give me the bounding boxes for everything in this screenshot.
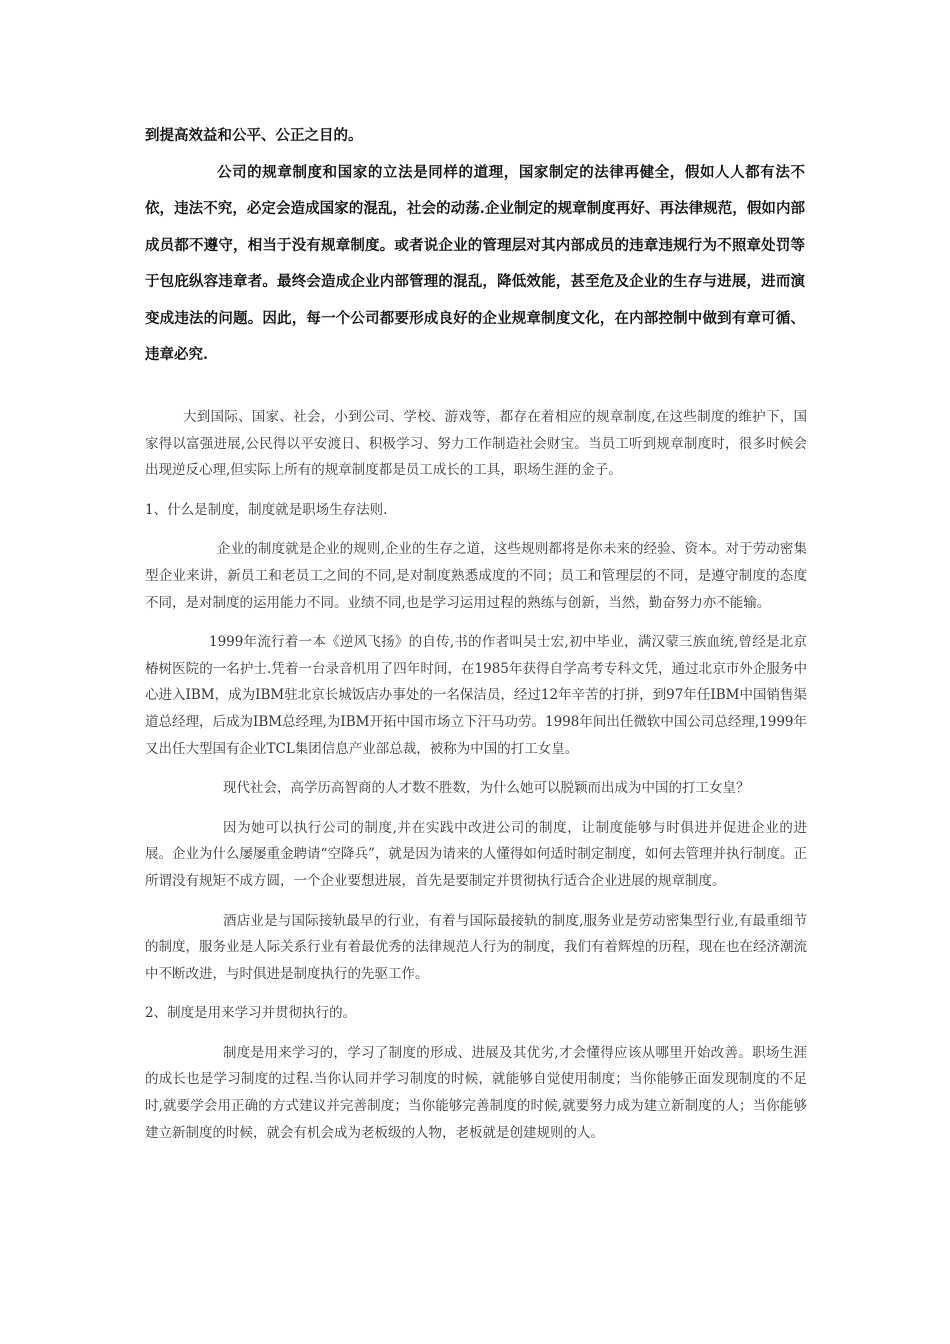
paragraph-law-analogy: 公司的规章制度和国家的立法是同样的道理，国家制定的法律再健全，假如人人都有法不依，违法不究，必定会造成国家的混乱，社会的动荡.企业制定的规章制度再好、再法律规范，假如内部成员都不遵守，相当于没有规章制度。或者说企业的管理层对其内部成员的违章违规行为不照章处罚等于包庇纵容违章者。最终会造成企业内部管理的混乱，降低效能，甚至危及企业的生存与进展，进而演变成违法的问题。因此，每一个公司都要形成良好的企业规章制度文化，在内部控制中做到有章可循、违章必究. [145, 163, 805, 363]
paragraph-learn-system: 制度是用来学习的，学习了制度的形成、进展及其优劣,才会懂得应该从哪里开始改善。职场生涯的成长也是学习制度的过程.当你认同并学习制度的时候，就能够自觉使用制度；当你能够正面发现制度的不足时,就要学会用正确的方式建议并完善制度；当你能够完善制度的时候,就要努力成为建立新制度的人；当你能够建立新制度的时候，就会有机会成为老板级的人物，老板就是创建规则的人。 [145, 1044, 807, 1141]
paragraph-company-rules: 企业的制度就是企业的规则,企业的生存之道，这些规则都将是你未来的经验、资本。对于劳动密集型企业来讲，新员工和老员工之间的不同,是对制度熟悉成度的不同；员工和管理层的不同，是遵守制度的态度不同，是对制度的运用能力不同。业绩不同,也是学习运用过程的熟练与创新，当然，勤奋努力亦不能输。 [145, 541, 807, 611]
paragraph-hotel-industry: 酒店业是与国际接轨最早的行业，有着与国际最接轨的制度,服务业是劳动密集型行业,有最重细节的制度，服务业是人际关系行业有着最优秀的法律规范人行为的制度，我们有着辉煌的历程，现在也在经济潮流中不断改进，与时俱进是制度执行的先驱工作。 [145, 912, 807, 982]
paragraph-question: 现代社会，高学历高智商的人才数不胜数，为什么她可以脱颖而出成为中国的打工女皇？ [223, 780, 750, 797]
paragraph-intro: 大到国际、国家、社会，小到公司、学校、游戏等，都存在着相应的规章制度,在这些制度的维护下，国家得以富强进展,公民得以平安渡日、积极学习、努力工作制造社会财宝。当员工听到规章制度时，很多时候会出现逆反心理,但实际上所有的规章制度都是员工成长的工具，职场生涯的金子。 [145, 409, 807, 479]
section-rules-and-law [145, 118, 805, 374]
paragraph-conclusion: 到提高效益和公平、公正之目的。 [145, 127, 363, 144]
section-career-rules [145, 404, 807, 1159]
paragraph-because: 因为她可以执行公司的制度,并在实践中改进公司的制度，让制度能够与时俱进并促进企业的进展。企业为什么屡屡重金聘请“空降兵”，就是因为请来的人懂得如何适时制定制度，如何去管理并执行制度。正所谓没有规矩不成方圆，一个企业要想进展，首先是要制定并贯彻执行适合企业进展的规章制度。 [145, 819, 807, 889]
heading-learn-and-execute: 2、制度是用来学习并贯彻执行的。 [145, 1005, 357, 1022]
paragraph-1999-story: 1999年流行着一本《逆风飞扬》的自传,书的作者叫吴士宏,初中毕业，满汉蒙三族血统,曾经是北京椿树医院的一名护士.凭着一台录音机用了四年时间，在1985年获得自学高考专科文凭，通过北京市外企服务中心进入IBM，成为IBM驻北京长城饭店办事处的一名保洁员，经过12年辛苦的打拼，到97年任IBM中国销售渠道总经理，后成为IBM总经理,为IBM开拓中国市场立下汗马功劳。1998年间出任微软中国公司总经理,1999年又出任大型国有企业TCL集团信息产业部总裁，被称为中国的打工女皇。 [145, 634, 807, 757]
heading-what-is-system: 1、什么是制度，制度就是职场生存法则. [145, 501, 388, 518]
